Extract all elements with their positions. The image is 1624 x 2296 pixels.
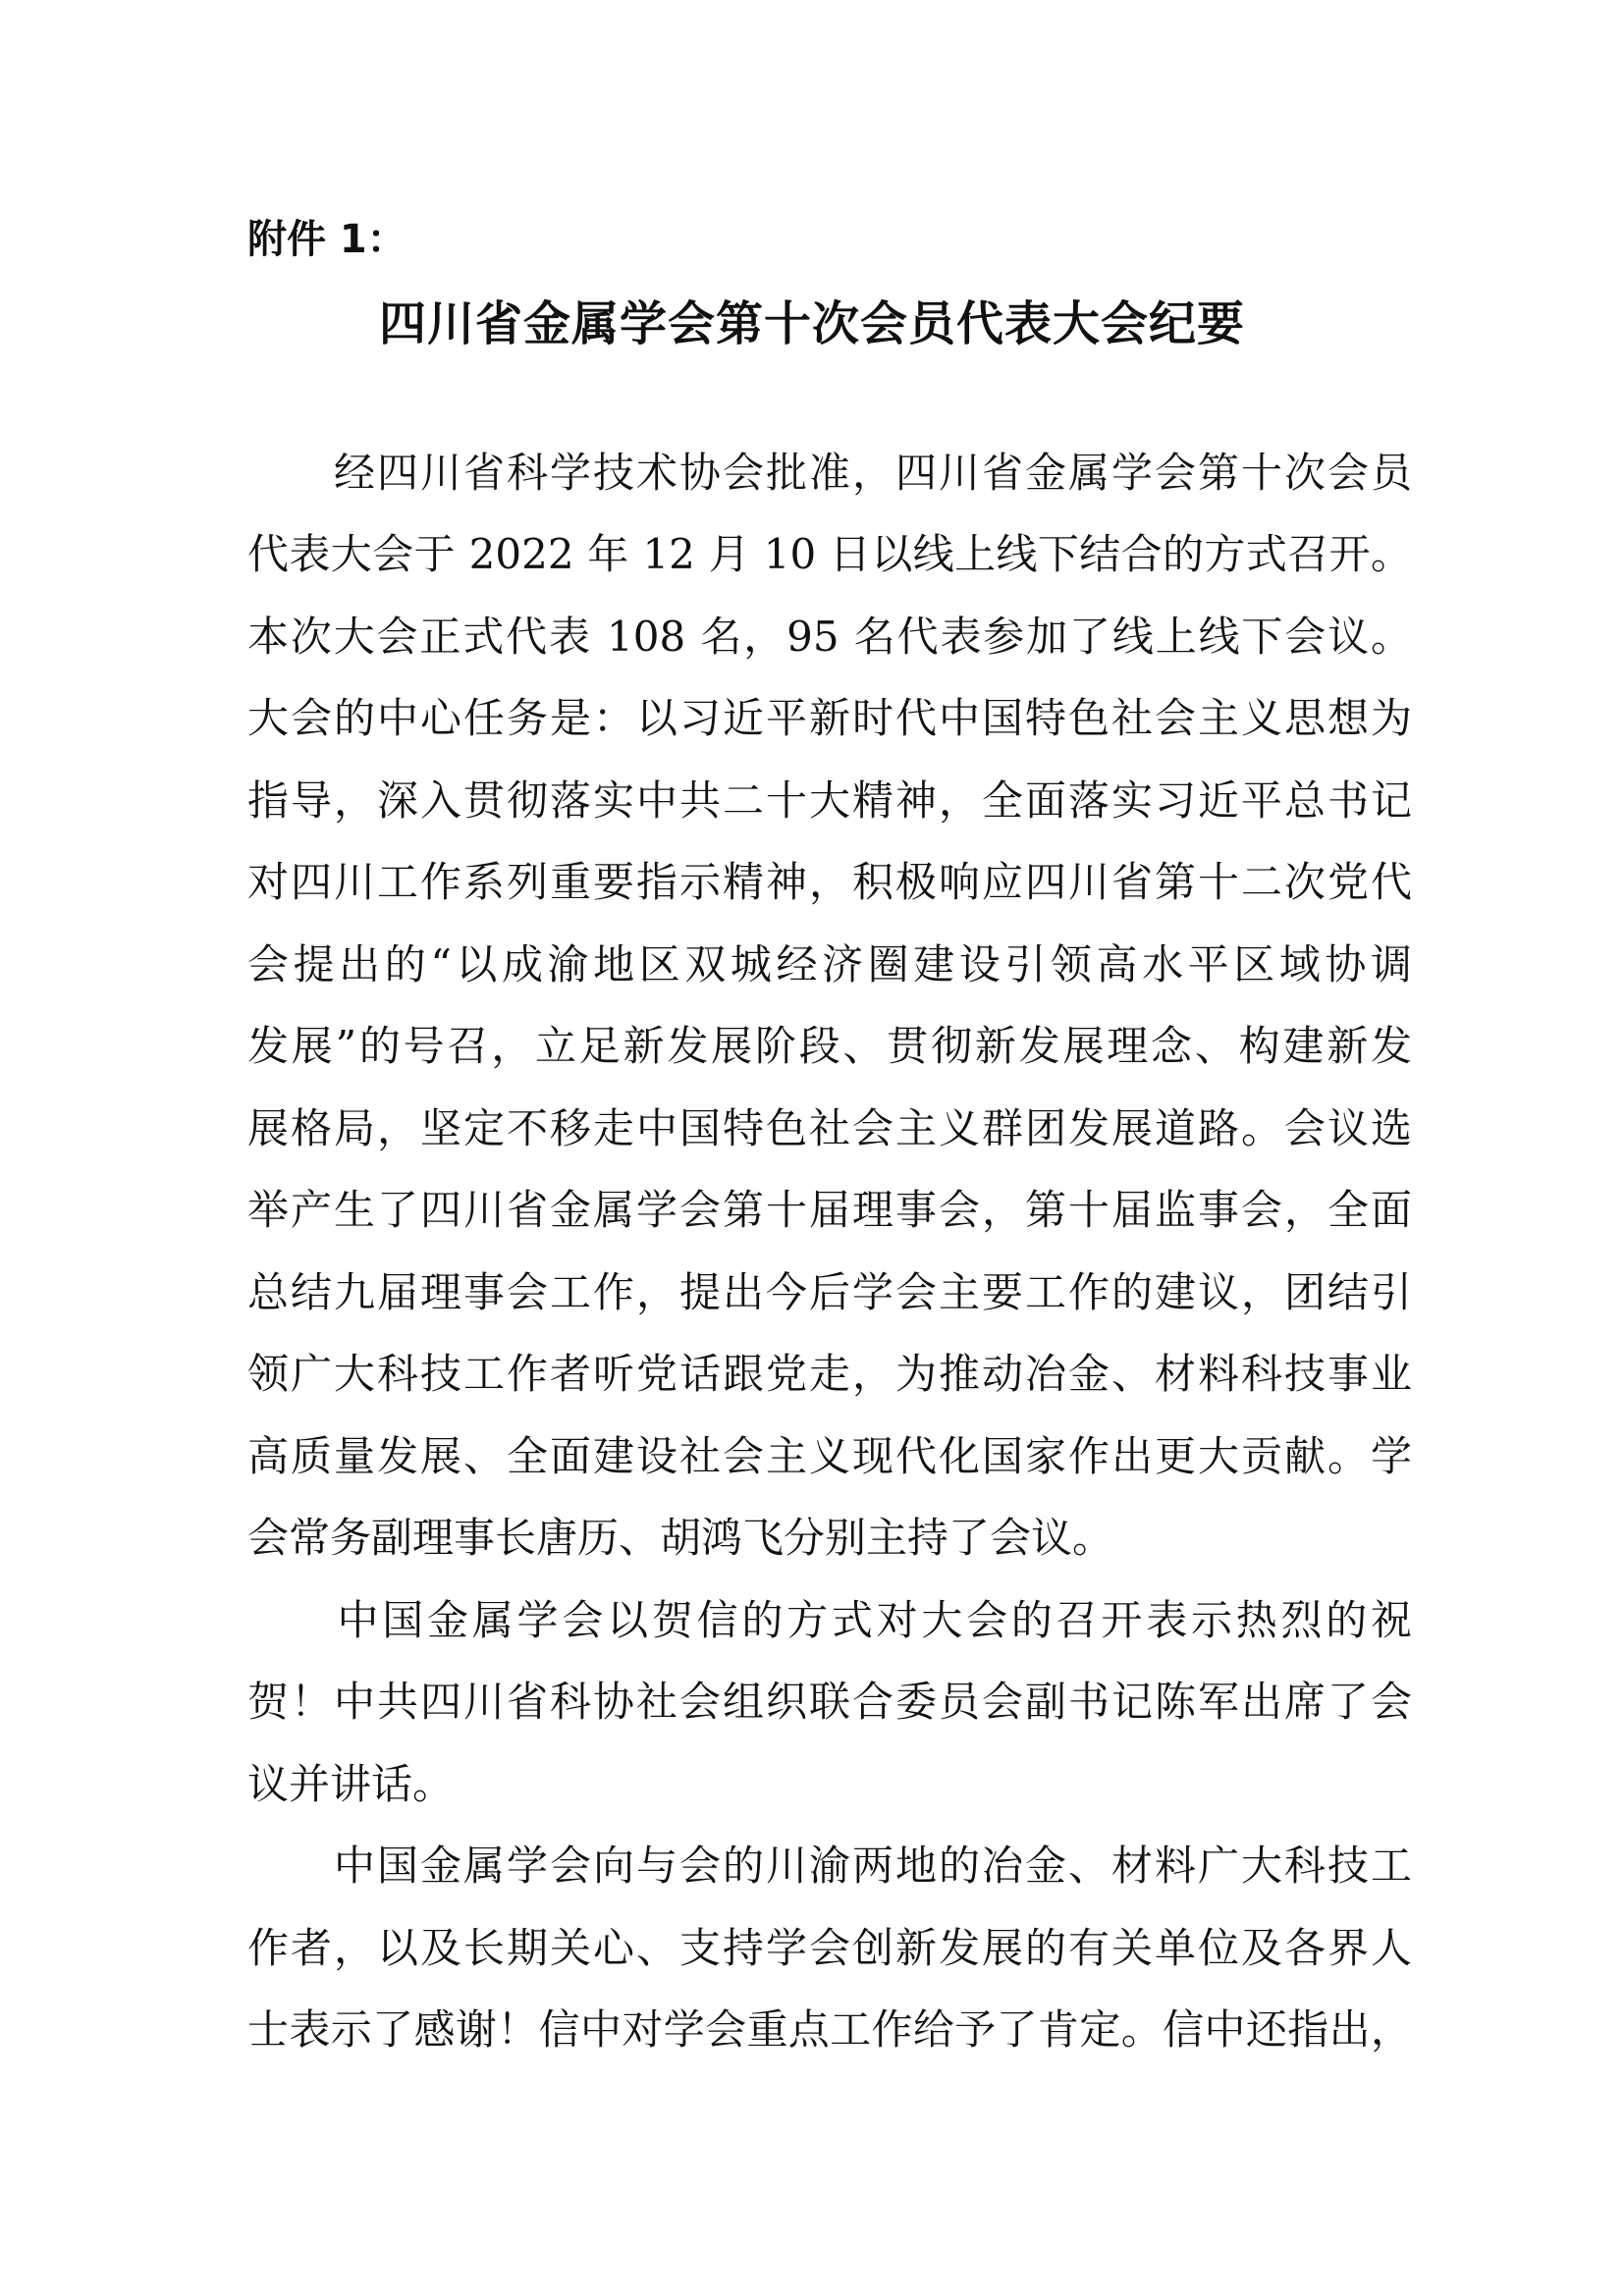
body-line: 议并讲话。 — [247, 1760, 455, 1808]
body-line: 中国金属学会向与会的川渝两地的冶金、材料广大科技工 — [247, 1842, 1412, 1890]
body-line: 高质量发展、全面建设社会主义现代化国家作出更大贡献。学 — [247, 1432, 1412, 1480]
body-line: 中国金属学会以贺信的方式对大会的召开表示热烈的祝 — [247, 1596, 1412, 1644]
body-line: 大会的中心任务是：以习近平新时代中国特色社会主义思想为 — [247, 694, 1412, 742]
body-line: 举产生了四川省金属学会第十届理事会，第十届监事会，全面 — [247, 1186, 1412, 1234]
document-title: 四川省金属学会第十次会员代表大会纪要 — [378, 296, 1245, 351]
body-line: 会常务副理事长唐历、胡鸿飞分别主持了会议。 — [247, 1514, 1114, 1562]
attachment-label: 附件 1： — [247, 217, 406, 262]
body-line: 士表示了感谢！信中对学会重点工作给予了肯定。信中还指出， — [247, 2005, 1412, 2054]
body-line: 发展”的号召，立足新发展阶段、贯彻新发展理念、构建新发 — [247, 1022, 1412, 1070]
body-line: 指导，深入贯彻落实中共二十大精神，全面落实习近平总书记 — [247, 776, 1412, 825]
body-line: 代表大会于 2022 年 12 月 10 日以线上线下结合的方式召开。 — [247, 530, 1412, 578]
body-line: 总结九届理事会工作，提出今后学会主要工作的建议，团结引 — [247, 1268, 1412, 1316]
body-line: 作者，以及长期关心、支持学会创新发展的有关单位及各界人 — [247, 1924, 1412, 1972]
body-line: 经四川省科学技术协会批准，四川省金属学会第十次会员 — [247, 449, 1412, 497]
body-line: 会提出的“以成渝地区双城经济圈建设引领高水平区域协调 — [247, 940, 1412, 988]
body-line: 对四川工作系列重要指示精神，积极响应四川省第十二次党代 — [247, 858, 1412, 906]
body-line: 本次大会正式代表 108 名，95 名代表参加了线上线下会议。 — [247, 613, 1412, 661]
body-line: 展格局，坚定不移走中国特色社会主义群团发展道路。会议选 — [247, 1104, 1412, 1152]
body-line: 贺！中共四川省科协社会组织联合委员会副书记陈军出席了会 — [247, 1678, 1412, 1726]
body-line: 领广大科技工作者听党话跟党走，为推动冶金、材料科技事业 — [247, 1350, 1412, 1398]
